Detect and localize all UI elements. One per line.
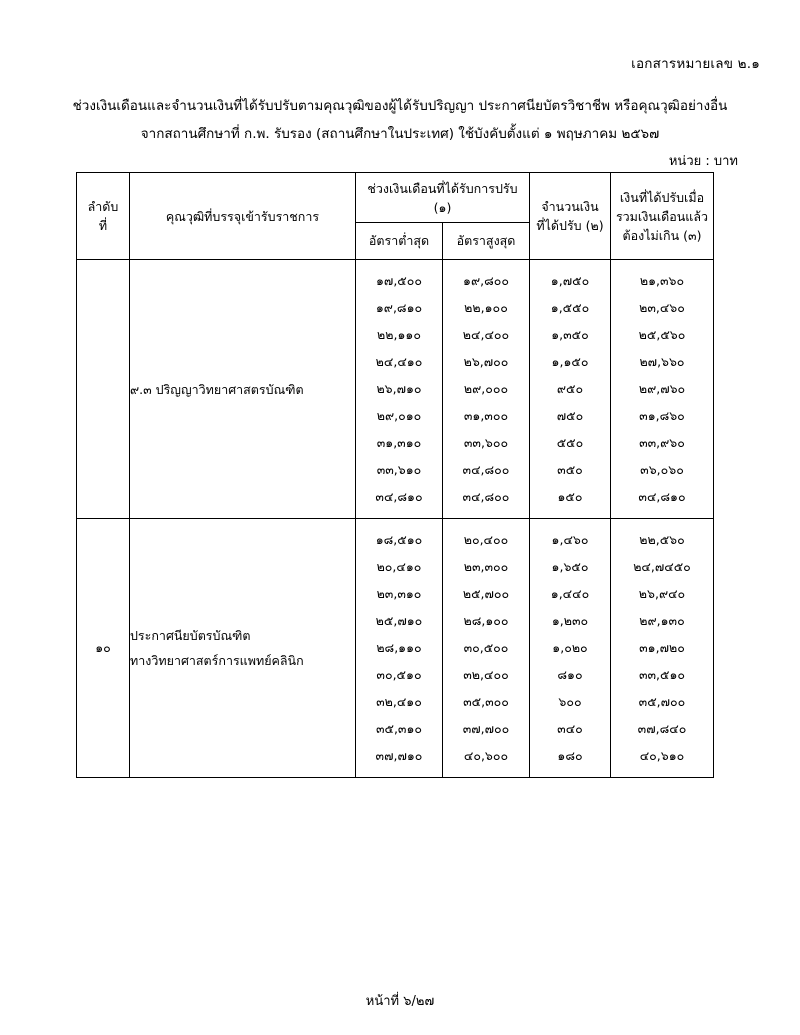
value-total: ๒๕,๕๖๐	[638, 327, 686, 342]
value-max: ๒๓,๓๐๐	[463, 559, 509, 574]
value-adjust: ๕๕๐	[556, 435, 584, 450]
value-adjust: ๑๘๐	[557, 748, 583, 763]
column-header-adjust-amount	[530, 173, 611, 260]
value-min: ๑๗,๕๐๐	[375, 273, 423, 288]
value-total: ๓๓,๕๑๐	[638, 667, 686, 682]
value-adjust: ๑,๗๕๐	[550, 273, 590, 288]
value-min: ๒๖,๗๑๐	[376, 381, 422, 396]
column-header-min-rate	[356, 223, 443, 260]
value-max: ๓๔,๘๐๐	[462, 489, 510, 504]
cell-order-number: ๑๐	[77, 519, 130, 778]
value-adjust: ๑,๐๒๐	[552, 640, 588, 655]
value-max: ๓๒,๔๐๐	[463, 667, 509, 682]
value-adjust: ๑,๕๕๐	[550, 300, 590, 315]
value-max: ๔๐,๖๐๐	[463, 748, 509, 763]
value-max: ๒๖,๗๐๐	[463, 354, 509, 369]
value-min: ๒๔,๔๑๐	[375, 354, 423, 369]
value-adjust: ๙๕๐	[556, 381, 584, 396]
value-max: ๓๔,๘๐๐	[462, 462, 510, 477]
total-header-line-1: เงินที่ได้ปรับเมื่อ	[619, 189, 705, 205]
salary-range-group-text: ช่วงเงินเดือนที่ได้รับการปรับ (๑)	[367, 181, 518, 215]
value-min: ๒๕,๗๑๐	[375, 613, 423, 628]
qualification-line: ประกาศนียบัตรบัณฑิต	[130, 628, 251, 643]
value-total: ๒๖,๙๔๐	[638, 586, 686, 601]
cell-qualification	[130, 260, 356, 519]
value-max: ๓๕,๓๐๐	[463, 694, 509, 709]
value-adjust: ๑,๔๖๐	[551, 532, 589, 547]
value-adjust: ๓๔๐	[557, 721, 583, 736]
value-max: ๒๘,๑๐๐	[463, 613, 509, 628]
column-header-total-cap	[611, 173, 714, 260]
cell-max-column	[443, 260, 530, 519]
document-title	[0, 92, 800, 148]
value-max: ๓๓,๖๐๐	[463, 435, 509, 450]
value-max: ๒๐,๔๐๐	[463, 532, 509, 547]
cell-min-column	[356, 519, 443, 778]
document-reference-label: เอกสารหมายเลข ๒.๑	[631, 56, 760, 72]
value-total: ๓๑,๘๖๐	[639, 408, 685, 423]
cell-order-number	[77, 260, 130, 519]
value-min: ๓๒,๔๑๐	[376, 694, 422, 709]
value-adjust: ๑,๒๓๐	[551, 613, 589, 628]
value-total: ๓๗,๘๔๐	[637, 721, 687, 736]
value-stack	[611, 519, 713, 777]
qualification-header-text: คุณวุฒิที่บรรจุเข้ารับราชการ	[165, 208, 320, 224]
value-total: ๔๐,๖๑๐	[639, 748, 685, 763]
value-adjust: ๑๕๐	[557, 489, 583, 504]
value-total: ๓๓,๙๖๐	[639, 435, 685, 450]
order-header-line-2: ที่	[98, 218, 108, 233]
table-body	[77, 260, 714, 778]
value-stack	[530, 260, 610, 518]
value-stack	[443, 260, 529, 518]
cell-max-column	[443, 519, 530, 778]
value-min: ๒๘,๑๑๐	[376, 640, 422, 655]
value-min: ๓๐,๕๑๐	[376, 667, 422, 682]
adjust-header-line-2: ที่ได้ปรับ (๒)	[536, 218, 604, 233]
value-total: ๒๒,๕๖๐	[639, 532, 685, 547]
value-max: ๒๙,๐๐๐	[463, 381, 509, 396]
value-min: ๓๔,๘๑๐	[375, 489, 423, 504]
order-header-line-1: ลำดับ	[87, 199, 119, 214]
cell-qualification	[130, 519, 356, 778]
value-max: ๒๒,๑๐๐	[464, 300, 508, 315]
value-max: ๑๙,๘๐๐	[463, 273, 509, 288]
value-adjust: ๘๑๐	[557, 667, 583, 682]
cell-adjust-column	[530, 260, 611, 519]
title-line-2: จากสถานศึกษาที่ ก.พ. รับรอง (สถานศึกษาในประเทศ) ใช้บังคับตั้งแต่ ๑ พฤษภาคม ๒๕๖๗	[140, 126, 660, 142]
total-header-line-3: ต้องไม่เกิน (๓)	[622, 227, 702, 243]
adjust-header-line-1: จำนวนเงิน	[541, 199, 599, 214]
value-min: ๓๓,๖๑๐	[376, 462, 422, 477]
value-min: ๓๑,๓๑๐	[376, 435, 422, 450]
value-adjust: ๑,๑๕๐	[551, 354, 589, 369]
cell-total-column	[611, 519, 714, 778]
qualification-line: ๙.๓ ปริญญาวิทยาศาสตรบัณฑิต	[130, 381, 304, 397]
cell-min-column	[356, 260, 443, 519]
value-total: ๓๕,๗๐๐	[638, 694, 686, 709]
table-header	[77, 173, 714, 260]
value-total: ๒๗,๖๖๐	[639, 354, 685, 369]
value-total: ๓๔,๘๑๐	[638, 489, 686, 504]
value-min: ๑๙,๘๑๐	[375, 300, 423, 315]
value-min: ๑๘,๕๑๐	[375, 532, 423, 547]
value-total: ๒๙,๑๓๐	[639, 613, 685, 628]
table-row	[77, 260, 714, 519]
value-max: ๓๗,๗๐๐	[462, 721, 510, 736]
value-adjust: ๑,๔๔๐	[550, 586, 590, 601]
value-stack	[611, 260, 713, 518]
value-total: ๒๑,๓๖๐	[639, 273, 685, 288]
value-max: ๒๔,๔๐๐	[462, 327, 510, 342]
column-header-max-rate	[443, 223, 530, 260]
value-min: ๓๕,๓๑๐	[375, 721, 423, 736]
header-row-primary	[77, 173, 714, 223]
value-min: ๓๗,๗๑๐	[375, 748, 423, 763]
value-adjust: ๑,๓๕๐	[551, 327, 589, 342]
value-total: ๒๓,๔๖๐	[639, 300, 685, 315]
value-max: ๓๑,๓๐๐	[463, 408, 509, 423]
value-adjust: ๓๕๐	[557, 462, 583, 477]
unit-label: หน่วย : บาท	[668, 154, 738, 169]
value-min: ๒๒,๑๑๐	[377, 327, 421, 342]
min-rate-header-text: อัตราต่ำสุด	[368, 233, 430, 248]
value-adjust: ๑,๖๕๐	[551, 559, 589, 574]
column-header-order	[77, 173, 130, 260]
value-min: ๒๙,๐๑๐	[376, 408, 422, 423]
value-adjust: ๗๕๐	[556, 408, 584, 423]
cell-total-column	[611, 260, 714, 519]
value-stack	[356, 519, 442, 777]
column-header-qualification	[130, 173, 356, 260]
value-max: ๒๕,๗๐๐	[462, 586, 510, 601]
cell-adjust-column	[530, 519, 611, 778]
value-total: ๒๙,๗๖๐	[638, 381, 686, 396]
value-total: ๒๔,๗๔๕๐	[633, 559, 691, 574]
value-min: ๒๓,๓๑๐	[376, 586, 422, 601]
column-header-salary-range-group	[356, 173, 530, 223]
salary-adjustment-table	[76, 172, 714, 778]
value-stack	[443, 519, 529, 777]
table-row	[77, 519, 714, 778]
value-min: ๒๐,๔๑๐	[376, 559, 422, 574]
title-line-1: ช่วงเงินเดือนและจำนวนเงินที่ได้รับปรับตามคุณวุฒิของผู้ได้รับปริญญา ประกาศนียบัตรวิชาชีพ หรือคุณวุฒิอย่างอื่น	[72, 98, 728, 114]
value-stack	[530, 519, 610, 777]
page-footer: หน้าที่ ๖/๒๗	[365, 994, 435, 1009]
value-total: ๓๖,๐๖๐	[640, 462, 684, 477]
value-stack	[356, 260, 442, 518]
value-adjust: ๖๐๐	[558, 694, 582, 709]
qualification-line: ทางวิทยาศาสตร์การแพทย์คลินิก	[130, 653, 304, 668]
total-header-line-2: รวมเงินเดือนแล้ว	[615, 208, 709, 224]
value-max: ๓๐,๕๐๐	[463, 640, 509, 655]
value-total: ๓๑,๗๒๐	[639, 640, 685, 655]
max-rate-header-text: อัตราสูงสุด	[456, 233, 516, 248]
